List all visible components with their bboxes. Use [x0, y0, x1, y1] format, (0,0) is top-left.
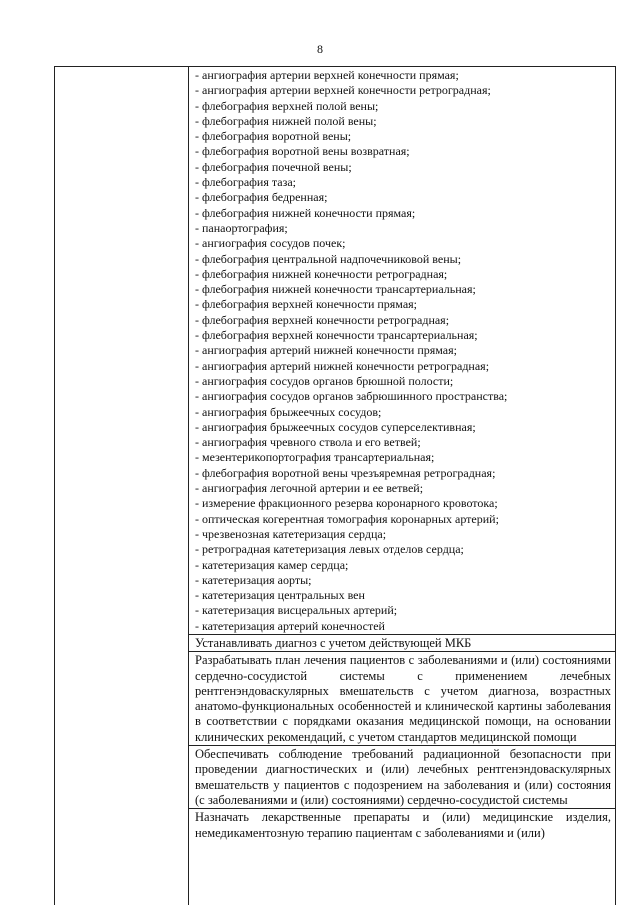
procedure-item: - ангиография сосудов органов забрюшинного пространства; [195, 389, 508, 404]
procedure-item: - панаортография; [195, 220, 288, 235]
procedure-item: - ангиография артерий нижней конечности прямая; [195, 343, 457, 358]
procedure-item: - ангиография артерии верхней конечности ретроградная; [195, 83, 491, 98]
procedure-item: - флебография верхней конечности ретроградная; [195, 312, 450, 327]
page-number: 8 [317, 42, 323, 56]
procedure-item: - флебография таза; [195, 175, 296, 190]
procedure-item: - флебография верхней полой вены; [195, 98, 379, 113]
procedure-item: - флебография нижней полой вены; [195, 113, 377, 128]
procedure-item: - чрезвенозная катетеризация сердца; [195, 526, 387, 541]
prescribe-cell: Назначать лекарственные препараты и (или) медицинские изделия, немедикаментозную терапию пациентам с заболеваниями и (или) [189, 808, 615, 841]
procedure-item: - флебография почечной вены; [195, 159, 352, 174]
procedure-item: - ретроградная катетеризация левых отделов сердца; [195, 542, 464, 557]
content-column [189, 67, 615, 905]
procedure-item: - катетеризация артерий конечностей [195, 618, 385, 633]
procedure-list [189, 67, 615, 634]
procedure-item: - катетеризация аорты; [195, 572, 312, 587]
procedure-item: - оптическая когерентная томография коронарных артерий; [195, 511, 499, 526]
procedure-item: - катетеризация центральных вен [195, 588, 365, 603]
procedure-item: - ангиография легочной артерии и ее ветвей; [195, 481, 424, 496]
radiation-safety-cell: Обеспечивать соблюдение требований радиационной безопасности при проведении диагностических и (или) лечебных рентгенэндоваскулярных вмешательств у пациентов с подозрением на заболевания и (или) состояния (с заболеваниями и (или) состояниями) сердечно-сосудистой системы [189, 745, 615, 808]
procedure-item: - ангиография артерии верхней конечности прямая; [195, 68, 459, 82]
procedure-item: - ангиография артерий нижней конечности ретроградная; [195, 358, 490, 373]
procedure-item: - ангиография брыжеечных сосудов суперселективная; [195, 419, 476, 434]
procedure-item: - измерение фракционного резерва коронарного кровотока; [195, 496, 498, 511]
procedure-item: - флебография нижней конечности ретроградная; [195, 266, 448, 281]
requirements-table [54, 66, 616, 905]
procedure-item: - катетеризация висцеральных артерий; [195, 603, 398, 618]
procedure-item: - флебография воротной вены; [195, 129, 352, 144]
procedure-item: - ангиография сосудов почек; [195, 236, 346, 251]
procedure-item: - ангиография чревного ствола и его ветвей; [195, 435, 421, 450]
procedure-item: - ангиография брыжеечных сосудов; [195, 404, 382, 419]
procedure-item: - катетеризация камер сердца; [195, 557, 349, 572]
diagnosis-cell: Устанавливать диагноз с учетом действующей МКБ [189, 634, 615, 651]
procedure-item: - флебография нижней конечности трансартериальная; [195, 282, 476, 297]
procedure-item: - флебография бедренная; [195, 190, 328, 205]
procedure-item: - флебография воротной вены возвратная; [195, 144, 410, 159]
treatment-plan-cell: Разрабатывать план лечения пациентов с заболеваниями и (или) состояниями сердечно-сосудистой системы с применением лечебных рентгенэндоваскулярных вмешательств с учетом диагноза, возрастных анатомо-функциональных особенностей и клинической картины заболевания в соответствии с порядками оказания медицинской помощи, на основании клинических рекомендаций, с учетом стандартов медицинской помощи [189, 651, 615, 745]
procedure-item: - мезентерикопортография трансартериальная; [195, 450, 435, 465]
procedure-item: - флебография верхней конечности прямая; [195, 297, 417, 312]
procedure-item: - ангиография сосудов органов брюшной полости; [195, 373, 454, 388]
procedure-item: - флебография нижней конечности прямая; [195, 205, 416, 220]
procedure-item: - флебография верхней конечности трансартериальная; [195, 328, 478, 343]
procedure-item: - флебография воротной вены чрезъяремная ретроградная; [195, 465, 496, 480]
procedure-item: - флебография центральной надпочечниковой вены; [195, 251, 462, 266]
label-column [55, 67, 189, 905]
